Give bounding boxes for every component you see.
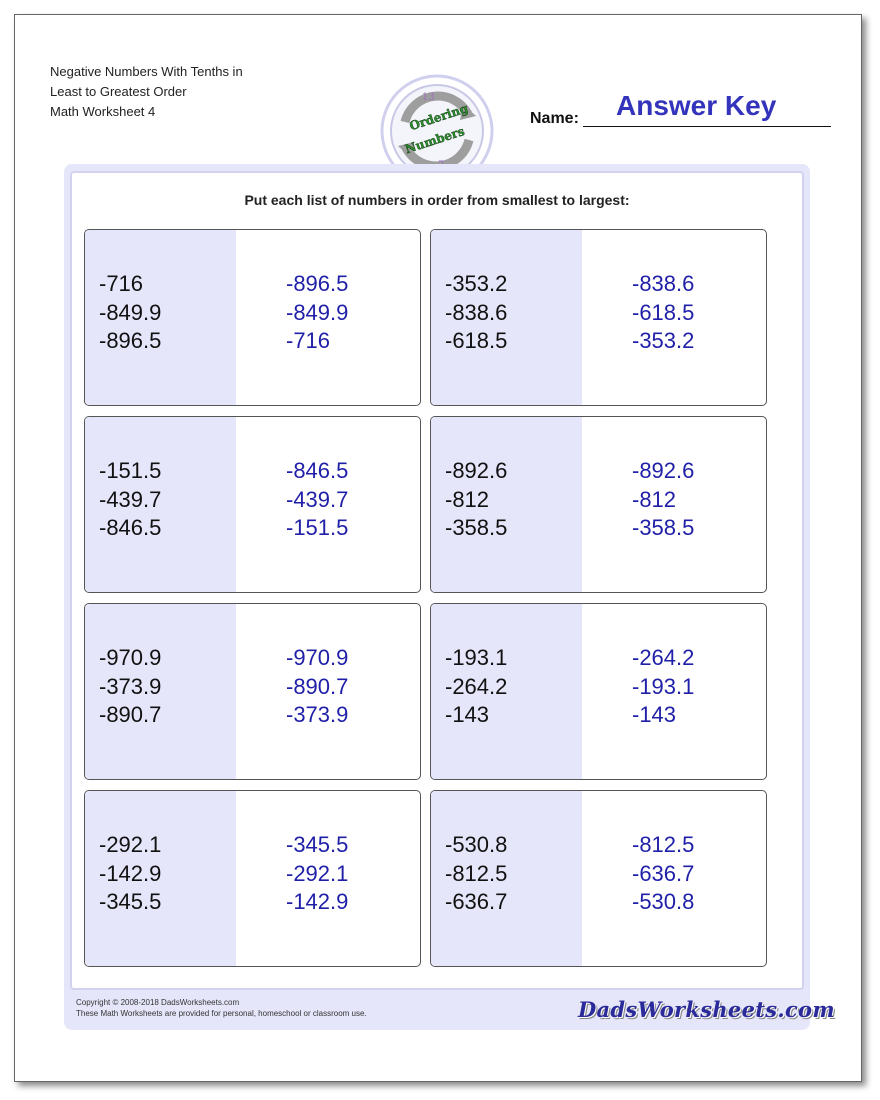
given-number: -142.9 [99, 860, 162, 886]
answer-number: -358.5 [632, 515, 695, 540]
answer-number: -849.9 [286, 299, 349, 325]
given-number: -143 [445, 702, 490, 727]
given-number: -896.5 [99, 328, 162, 353]
answer-number: -812.5 [632, 832, 695, 857]
answer-number: -618.5 [632, 299, 695, 325]
instruction-text: Put each list of numbers in order from smallest to largest: [244, 192, 630, 208]
answer-list [286, 831, 348, 917]
answer-number: -892.6 [632, 458, 695, 483]
given-list [445, 831, 507, 917]
answer-number: -970.9 [286, 645, 349, 670]
copyright-text: Copyright © 2008-2018 DadsWorksheets.com [76, 998, 240, 1007]
name-line [583, 126, 831, 127]
given-list [445, 457, 507, 543]
answer-number: -264.2 [632, 645, 695, 670]
answer-number: -896.5 [286, 271, 349, 296]
problem-box [430, 229, 767, 406]
given-list [445, 270, 507, 356]
given-number: -193.1 [445, 645, 508, 670]
answer-number: -353.2 [632, 328, 695, 353]
answer-list [286, 270, 348, 356]
title-line-3: Math Worksheet 4 [50, 104, 156, 119]
logo-word-ordering: Ordering [407, 101, 470, 134]
given-number: -373.9 [99, 673, 162, 699]
answer-list [632, 831, 694, 917]
problem-box [84, 790, 421, 967]
given-number: -812.5 [445, 860, 508, 886]
given-list [99, 831, 161, 917]
answer-number: -890.7 [286, 673, 349, 699]
answer-list [632, 644, 694, 730]
given-number: -345.5 [99, 889, 162, 914]
answer-number: -636.7 [632, 860, 695, 886]
answer-number: -345.5 [286, 832, 349, 857]
worksheet-title [50, 62, 243, 122]
answer-number: -143 [632, 702, 677, 727]
answer-number: -373.9 [286, 702, 349, 727]
answer-number: -846.5 [286, 458, 349, 483]
answer-list [632, 270, 694, 356]
name-label: Name: [530, 110, 579, 127]
problem-box [84, 416, 421, 593]
given-number: -358.5 [445, 515, 508, 540]
dadsworksheets-logo: DadsWorksheets.com [578, 997, 835, 1022]
answer-list [286, 644, 348, 730]
given-list [445, 644, 507, 730]
answer-number: -716 [286, 328, 331, 353]
problem-box [84, 603, 421, 780]
answer-number: -530.8 [632, 889, 695, 914]
given-list [99, 644, 161, 730]
logo-word-numbers: Numbers [403, 124, 467, 157]
answer-list [286, 457, 348, 543]
title-line-2: Least to Greatest Order [50, 84, 187, 99]
given-list [99, 457, 161, 543]
logo-number-top: 13 [422, 92, 435, 103]
given-number: -264.2 [445, 673, 508, 699]
footer-text [76, 997, 367, 1019]
given-number: -890.7 [99, 702, 162, 727]
usage-notice: These Math Worksheets are provided for personal, homeschool or classroom use. [76, 1009, 367, 1018]
given-number: -892.6 [445, 458, 508, 483]
problem-box [84, 229, 421, 406]
given-number: -846.5 [99, 515, 162, 540]
given-number: -292.1 [99, 832, 162, 857]
given-list [99, 270, 161, 356]
problem-box [430, 416, 767, 593]
given-number: -439.7 [99, 486, 162, 512]
given-number: -970.9 [99, 645, 162, 670]
problem-box [430, 603, 767, 780]
given-number: -636.7 [445, 889, 508, 914]
answer-number: -439.7 [286, 486, 349, 512]
given-number: -151.5 [99, 458, 162, 483]
title-line-1: Negative Numbers With Tenths in [50, 64, 243, 79]
answer-key-label: Answer Key [616, 90, 777, 121]
answer-number: -151.5 [286, 515, 349, 540]
given-number: -838.6 [445, 299, 508, 325]
given-number: -812 [445, 486, 490, 512]
answer-list [632, 457, 694, 543]
given-number: -530.8 [445, 832, 508, 857]
answer-number: -193.1 [632, 673, 695, 699]
given-number: -618.5 [445, 328, 508, 353]
answer-number: -292.1 [286, 860, 349, 886]
answer-number: -142.9 [286, 889, 349, 914]
problem-box [430, 790, 767, 967]
answer-number: -838.6 [632, 271, 695, 296]
given-number: -849.9 [99, 299, 162, 325]
given-number: -353.2 [445, 271, 508, 296]
answer-number: -812 [632, 486, 677, 512]
given-number: -716 [99, 271, 144, 296]
